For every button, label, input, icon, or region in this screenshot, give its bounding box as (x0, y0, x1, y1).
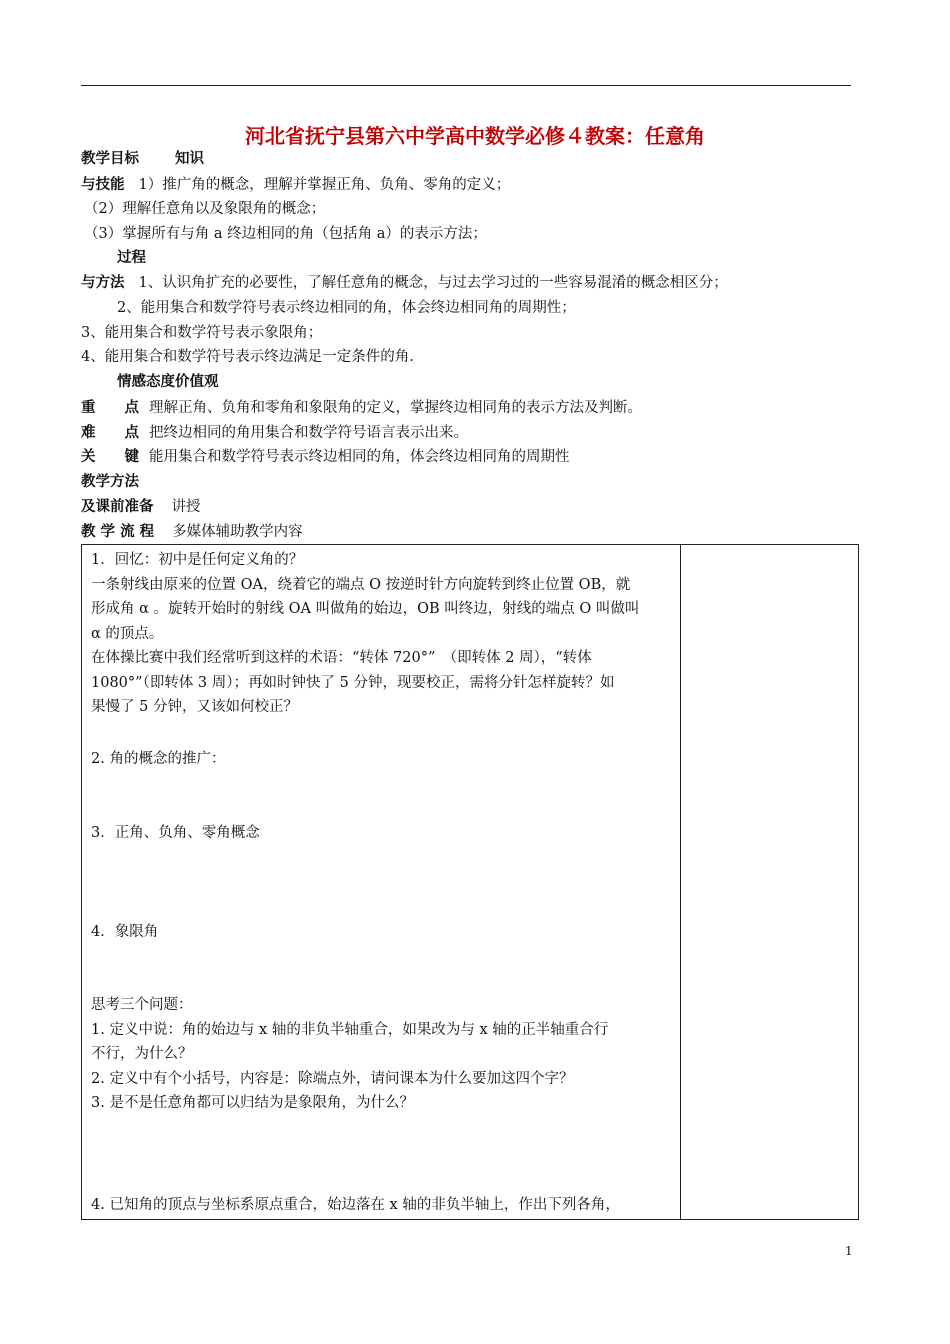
teaching-method-label: 教学方法 (81, 474, 139, 490)
table-line: 在体操比赛中我们经常听到这样的术语：“转体 720°” （即转体 2 周），“转体 (91, 650, 592, 666)
table-main-cell-section-2 (91, 747, 673, 772)
flow-label: 教 学 流 程 (81, 524, 155, 540)
objective-line-2: （2）理解任意角以及象限角的概念； (84, 201, 326, 217)
difficulty-text: 把终边相同的角用集合和数学符号语言表示出来。 (149, 425, 468, 441)
table-main-cell-section-5 (91, 993, 673, 1116)
difficulty-line (81, 422, 468, 444)
crux-text: 能用集合和数学符号表示终边相同的角，体会终边相同角的周期性 (149, 449, 570, 465)
table-line: 形成角 α 。旋转开始时的射线 OA 叫做角的始边，OB 叫终边，射线的端点 O 叫做叫 (91, 601, 640, 617)
page-number: 1 (845, 1244, 853, 1258)
method-label: 与方法 (81, 275, 125, 291)
objective-text-1: 1）推广角的概念，理解并掌握正角、负角、零角的定义； (138, 177, 511, 193)
header-rule (81, 85, 851, 86)
table-main-cell-section-3 (91, 821, 673, 846)
attitude-label: 情感态度价值观 (117, 374, 219, 390)
table-column-divider (680, 545, 681, 1219)
skills-label: 与技能 (81, 177, 125, 193)
table-main-cell-section-6 (91, 1193, 673, 1218)
table-line: α 的顶点。 (91, 625, 164, 642)
table-line: 1．回忆：初中是任何定义角的？ (91, 552, 304, 568)
method-line-3: 3、能用集合和数学符号表示象限角； (81, 325, 323, 341)
key-point-label: 重 点 (81, 400, 139, 416)
objectives-label: 教学目标 (81, 151, 139, 167)
table-line: 2. 角的概念的推广： (91, 751, 226, 767)
crux-label: 关 键 (81, 449, 139, 465)
content-table (81, 544, 859, 1220)
flow-line (81, 521, 303, 543)
method-text-1: 1、认识角扩充的必要性，了解任意角的概念，与过去学习过的一些容易混淆的概念相区分； (138, 275, 728, 291)
key-point-line (81, 397, 642, 419)
method-line-1 (81, 272, 728, 294)
preparation-text: 讲授 (171, 499, 201, 515)
table-line: 果慢了 5 分钟，又该如何校正？ (91, 699, 298, 715)
page-title: 河北省抚宁县第六中学高中数学必修４教案：任意角 (245, 124, 705, 148)
preparation-label: 及课前准备 (81, 499, 154, 515)
method-line-4: 4、能用集合和数学符号表示终边满足一定条件的角. (81, 349, 414, 365)
objectives-line (81, 148, 204, 170)
process-label: 过程 (117, 250, 146, 266)
table-line: 1. 定义中说：角的始边与 x 轴的非负半轴重合，如果改为与 x 轴的正半轴重合行 (91, 1021, 609, 1038)
method-line-2: 2、能用集合和数学符号表示终边相同的角，体会终边相同角的周期性； (117, 300, 576, 316)
table-main-cell (91, 548, 673, 720)
flow-text: 多媒体辅助教学内容 (172, 524, 303, 540)
preparation-line (81, 496, 201, 518)
objective-line-3: （3）掌握所有与角 a 终边相同的角（包括角 a）的表示方法； (84, 226, 487, 242)
table-line: 2. 定义中有个小括号，内容是：除端点外，请问课本为什么要加这四个字？ (91, 1070, 574, 1087)
table-line: 不行，为什么？ (91, 1046, 193, 1062)
table-line: 思考三个问题： (91, 997, 193, 1013)
table-line: 3. 是不是任意角都可以归结为是象限角，为什么？ (91, 1095, 414, 1111)
table-line: 一条射线由原来的位置 OA，绕着它的端点 O 按逆时针方向旋转到终止位置 OB，就 (91, 576, 631, 593)
crux-line (81, 446, 570, 468)
difficulty-label: 难 点 (81, 425, 139, 441)
key-point-text: 理解正角、负角和零角和象限角的定义，掌握终边相同角的表示方法及判断。 (149, 400, 642, 416)
table-main-cell-section-4 (91, 920, 673, 945)
table-line: 1080°”（即转体 3 周）；再如时钟快了 5 分钟，现要校正，需将分针怎样旋转？如 (91, 674, 615, 691)
table-line: 3．正角、负角、零角概念 (91, 825, 260, 841)
table-line: 4. 已知角的顶点与坐标系原点重合，始边落在 x 轴的非负半轴上，作出下列各角， (91, 1197, 620, 1213)
knowledge-label: 知识 (175, 151, 204, 167)
objective-line-1 (81, 174, 510, 196)
table-line: 4．象限角 (91, 924, 159, 940)
